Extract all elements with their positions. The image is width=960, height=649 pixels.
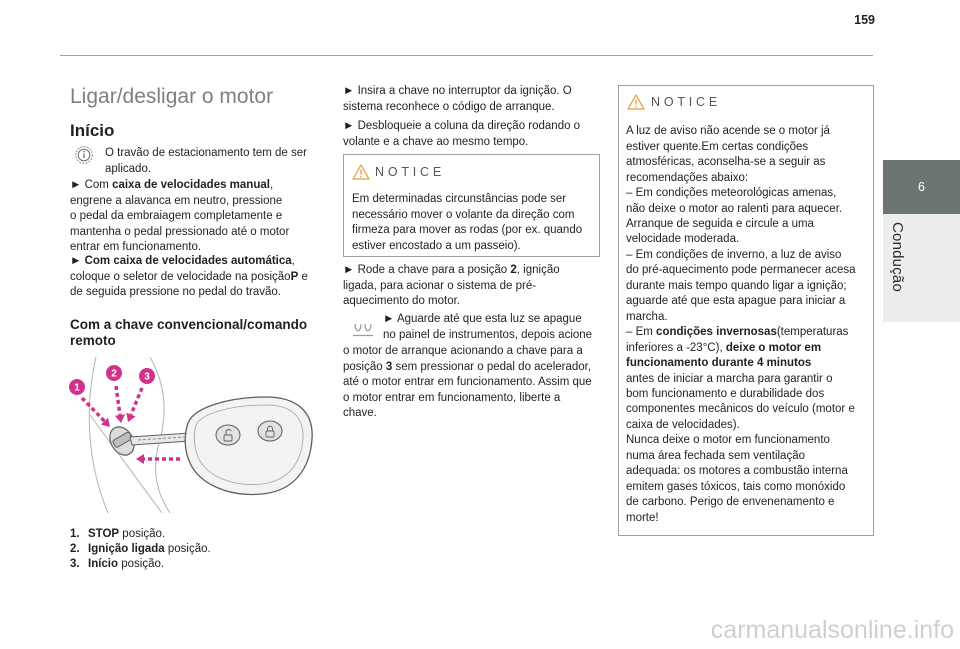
text-line [70,270,308,285]
text-line [626,232,856,247]
position-label: Ignição ligada [88,542,165,555]
callout-2 [106,365,122,381]
text-run: inferiores a -23°C), [626,341,726,354]
text-line [70,285,308,300]
turn-key-instruction [343,263,560,309]
list-number: 1. [70,527,80,540]
text-line [626,511,856,526]
text-run: , ignição [516,264,560,277]
text-line [626,294,856,309]
start-engine-instruction [343,344,592,421]
automatic-gearbox-instruction [70,254,308,300]
text-run: , [291,255,295,268]
text-run: componentes mecânicos do veículo (motor e [626,403,855,416]
text-line [626,155,856,170]
callout-1 [69,379,85,395]
insert-key-instruction [343,84,572,115]
text-line [626,310,856,325]
text-run: recomendações abaixo: [626,171,749,184]
section-heading: Início [70,121,115,140]
text-run: aplicado. [105,162,152,175]
text-line [352,239,582,254]
text-line [343,375,592,390]
bold-text: caixa de velocidades manual [112,179,270,192]
text-line [626,124,856,139]
bold-text: deixe o motor em [725,341,822,354]
list-item [70,527,211,542]
notice-text [352,192,582,254]
text-run: sem pressionar o pedal do acelerador, [392,360,592,373]
list-item [70,542,211,557]
text-line [352,192,582,207]
text-run: no painel de instrumentos, depois acione [383,328,593,341]
text-line [70,178,289,193]
text-run: ► Rode a chave para a posição [343,264,511,277]
text-run: emitem gases tóxicos, tais como monóxido [626,480,846,493]
text-line [352,223,582,238]
text-line [626,325,856,340]
remote-key-fob [185,397,312,494]
chapter-number-tab [883,160,960,214]
bold-text: 3 [385,360,393,373]
text-run: – Em [626,326,657,339]
text-run: mantenha o pedal pressionado até o motor [70,225,290,238]
text-run: A luz de aviso não acende se o motor já [626,125,830,138]
list-suffix: posição. [119,527,166,540]
text-line [70,333,307,350]
text-line [626,202,856,217]
callout-number: 1 [74,382,80,394]
callout-3 [139,368,155,384]
text-run: ► [70,255,85,268]
text-line [352,208,582,223]
text-run: durante mais tempo quando ligar a ignição; [626,279,847,292]
text-run: – Em condições meteorológicas amenas, [626,187,837,200]
text-run: não deixe o motor ao ralenti para aquecer. [626,202,843,215]
text-run: engrene a alavanca em neutro, pressione [70,194,283,207]
text-line [383,328,592,343]
warning-icon [352,164,370,180]
bold-text: funcionamento durante 4 minutos [626,357,812,370]
notice-box [618,85,874,536]
ignition-key-illustration [62,355,324,515]
text-line [343,135,580,150]
text-line [343,100,572,115]
text-run: aquecimento do motor. [343,295,460,308]
position-label: Início [88,557,119,570]
text-run: ligada, para acionar o sistema de pré- [343,279,537,292]
text-line [105,162,307,177]
text-run: ► Desbloqueie a coluna da direção rodando o [343,120,581,133]
key-positions-list [70,527,211,572]
text-line [70,209,289,224]
text-run: de carbono. Perigo de envenenamento e [626,496,835,509]
header-rule [60,55,873,56]
text-line [626,464,856,479]
text-line [70,194,289,209]
text-line [343,84,572,99]
text-run: estiver quente.Em certas condições [626,140,809,153]
text-line [343,406,592,421]
text-run: o pedal da embraiagem completamente e [70,210,283,223]
list-suffix: posição. [118,557,165,570]
text-line [343,279,560,294]
text-run: caixa de velocidades). [626,418,740,431]
text-line [626,372,856,387]
text-line [343,294,560,309]
parking-brake-note [105,146,307,177]
text-line [70,317,307,334]
text-run: morte! [626,511,659,524]
callout-number: 3 [144,371,150,383]
text-line [626,418,856,433]
text-line [343,263,560,278]
text-run: antes de iniciar a marcha para garantir o [626,372,833,385]
chapter-title: Condução [889,222,906,292]
text-run: bom funcionamento e durabilidade dos [626,388,825,400]
text-line [626,341,856,356]
text-line [383,312,592,327]
text-line [626,402,856,417]
text-run: ► Com [70,179,113,192]
text-run: do pré-aquecimento pode permanecer acesa [626,264,856,277]
text-line [626,433,856,448]
text-run: necessário mover o volante da direção com [352,208,575,221]
bold-text: P [290,270,299,283]
text-line [626,480,856,495]
notice-box [343,154,600,257]
text-line [626,356,856,371]
text-line [105,146,307,161]
text-run: firmeza para mover as rodas (por ex. quando [352,224,583,237]
list-number: 2. [70,542,80,555]
text-run: adequada: os motores a combustão interna [626,465,848,478]
list-suffix: posição. [164,542,211,555]
info-icon [74,145,94,165]
key-subheading [70,317,307,350]
text-line [626,387,856,402]
text-line [343,119,580,134]
bold-text: Com caixa de velocidades automática [84,255,292,268]
text-run: velocidade moderada. [626,233,740,246]
text-run: atmosféricas, aconselha-se a seguir as [626,156,826,169]
text-run: ► Insira a chave no interruptor da ignição. O [343,85,572,98]
preheat-warning-light-icon [352,322,374,338]
text-run: estiver encostado a um passeio). [352,239,521,252]
text-line [70,240,289,255]
chapter-number: 6 [918,180,925,194]
notice-title: NOTICE [651,95,722,109]
position-label: STOP [88,527,120,540]
chapter-title-tab [883,214,960,322]
text-line [626,263,856,278]
text-run: remoto [70,333,116,349]
text-run: Arranque de seguida e circule a uma [626,218,814,231]
text-run: O travão de estacionamento tem de ser [105,147,307,160]
bold-text: 2 [510,264,517,277]
text-run: aguarde até que esta apague para iniciar a [626,295,846,308]
text-run: entrar em funcionamento. [70,240,202,253]
text-line [626,279,856,294]
text-line [343,360,592,375]
wait-light-instruction [383,312,592,343]
text-run: sistema reconhece o código de arranque. [343,100,555,113]
text-run: até o motor entrar em funcionamento. Assim que [343,376,592,389]
text-run: chave. [343,406,377,419]
text-run: (temperaturas [776,326,849,339]
text-run: Em determinadas circunstâncias pode ser [352,193,567,206]
text-line [626,140,856,155]
text-run: marcha. [626,310,668,323]
text-line [626,495,856,510]
text-line [626,248,856,263]
key-blade [130,433,190,445]
text-run: de seguida pressione no pedal do travão. [70,286,281,299]
bold-text: condições invernosas [656,326,777,339]
text-line [626,449,856,464]
text-line [343,344,592,359]
page-title: Ligar/desligar o motor [70,85,274,108]
text-line [70,225,289,240]
text-run: Com a chave convencional/comando [70,316,308,332]
unlock-steering-instruction [343,119,580,150]
text-run: volante e a chave ao mesmo tempo. [343,135,529,148]
watermark: carmanualsonline.info [710,616,954,644]
text-run: o motor de arranque acionando a chave para a [343,345,583,358]
text-run: e [298,270,308,283]
notice-text [626,124,856,526]
text-run: numa área fechada sem ventilação [626,449,805,462]
text-line [70,254,308,269]
text-run: coloque o seletor de velocidade na posição [70,270,291,283]
text-run: Nunca deixe o motor em funcionamento [626,434,830,447]
text-line [343,391,592,406]
notice-title: NOTICE [375,165,446,179]
text-line [626,186,856,201]
warning-icon [627,94,645,110]
manual-gearbox-instruction [70,178,289,255]
list-number: 3. [70,557,80,570]
text-run: posição [343,360,386,373]
text-run: – Em condições de inverno, a luz de aviso [626,248,842,261]
list-item [70,557,211,572]
callout-number: 2 [111,368,117,380]
text-run: , [269,179,274,192]
text-line [626,217,856,232]
text-line [626,171,856,186]
text-run: o motor entrar em funcionamento, liberte a [343,391,561,404]
text-run: ► Aguarde até que esta luz se apague [383,313,582,326]
page-number: 159 [854,13,875,27]
